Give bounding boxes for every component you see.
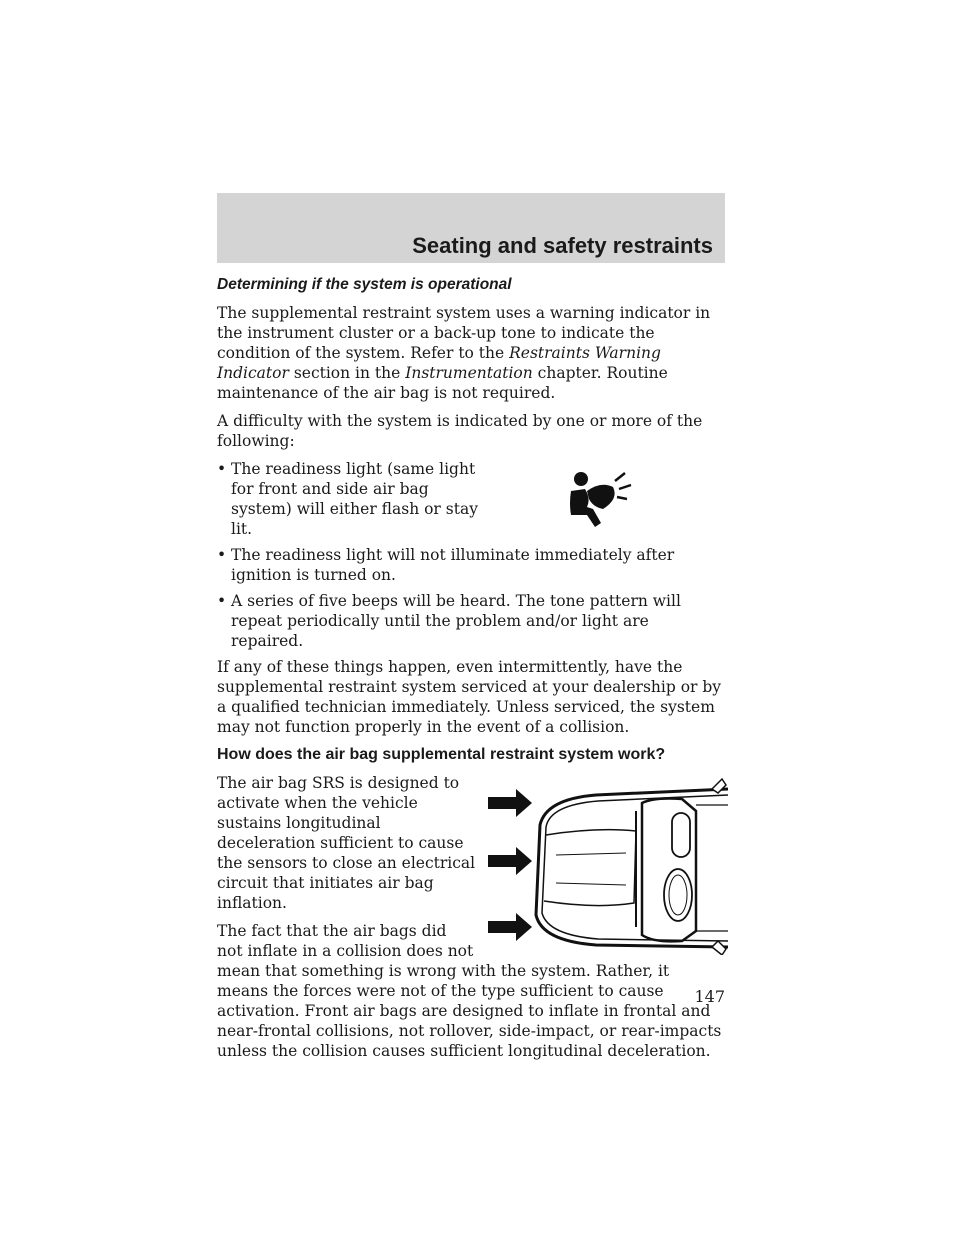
- bullet-dot: •: [217, 592, 227, 610]
- page-content: [217, 275, 725, 1069]
- section-heading-operational: Determining if the system is operational: [217, 276, 512, 293]
- bullet-text: A series of five beeps will be heard. The tone pattern will repeat periodically until the problem and/or light are repaired.: [231, 592, 681, 650]
- bullet-dot: •: [217, 460, 227, 478]
- car-frontal-impact-figure: [486, 775, 728, 955]
- bullet-text: The readiness light (same light for front and side air bag system) will either flash or stay lit.: [231, 460, 478, 538]
- impact-arrow-icon: [488, 847, 532, 875]
- paragraph-intro: [217, 303, 725, 403]
- text-run: section in the: [288, 364, 406, 382]
- bullet-dot: •: [217, 546, 227, 564]
- header-band: [217, 193, 725, 263]
- bullet-item: [217, 459, 491, 539]
- bullet-text: The readiness light will not illuminate immediately after ignition is turned on.: [231, 546, 675, 584]
- reference-restraints-warning-indicator: Restraints Warning Indicator: [217, 344, 661, 382]
- airbag-warning-icon: [565, 469, 635, 529]
- reference-instrumentation: Instrumentation: [405, 364, 533, 382]
- text-run: chapter. Routine maintenance of the air bag is not required.: [217, 364, 668, 402]
- impact-arrow-icon: [488, 913, 532, 941]
- page-section-title: Seating and safety restraints: [412, 233, 713, 258]
- bullet-item: [217, 591, 725, 651]
- section-heading-how-it-works: How does the air bag supplemental restraint system work?: [217, 746, 666, 763]
- page-number: 147: [694, 987, 725, 1006]
- paragraph-design: The air bag SRS is designed to activate when the vehicle sustains longitudinal deceleration sufficient to cause the sensors to close an electrical circuit that initiates air bag inflation.: [217, 774, 476, 912]
- impact-arrow-icon: [488, 789, 532, 817]
- paragraph-not-inflate: The fact that the air bags did not inflate in a collision does not mean that something is wrong with the system. Rather, it means the forces were not of the type sufficient to cause activation. Front air bags are designed to inflate in frontal and near-frontal collisions, not rollover, side-impact, or rear-impacts unless the collision causes sufficient longitudinal deceleration.: [217, 922, 722, 1060]
- paragraph-service: If any of these things happen, even intermittently, have the supplemental restraint system serviced at your dealership or by a qualified technician immediately. Unless serviced, the system may not function properly in the event of a collision.: [217, 658, 722, 736]
- bullet-item: [217, 545, 725, 585]
- paragraph-difficulty: A difficulty with the system is indicated by one or more of the following:: [217, 412, 703, 450]
- text-run: The supplemental restraint system uses a warning indicator in the instrument cluster or a back-up tone to indicate the condition of the system. Refer to the: [217, 304, 711, 362]
